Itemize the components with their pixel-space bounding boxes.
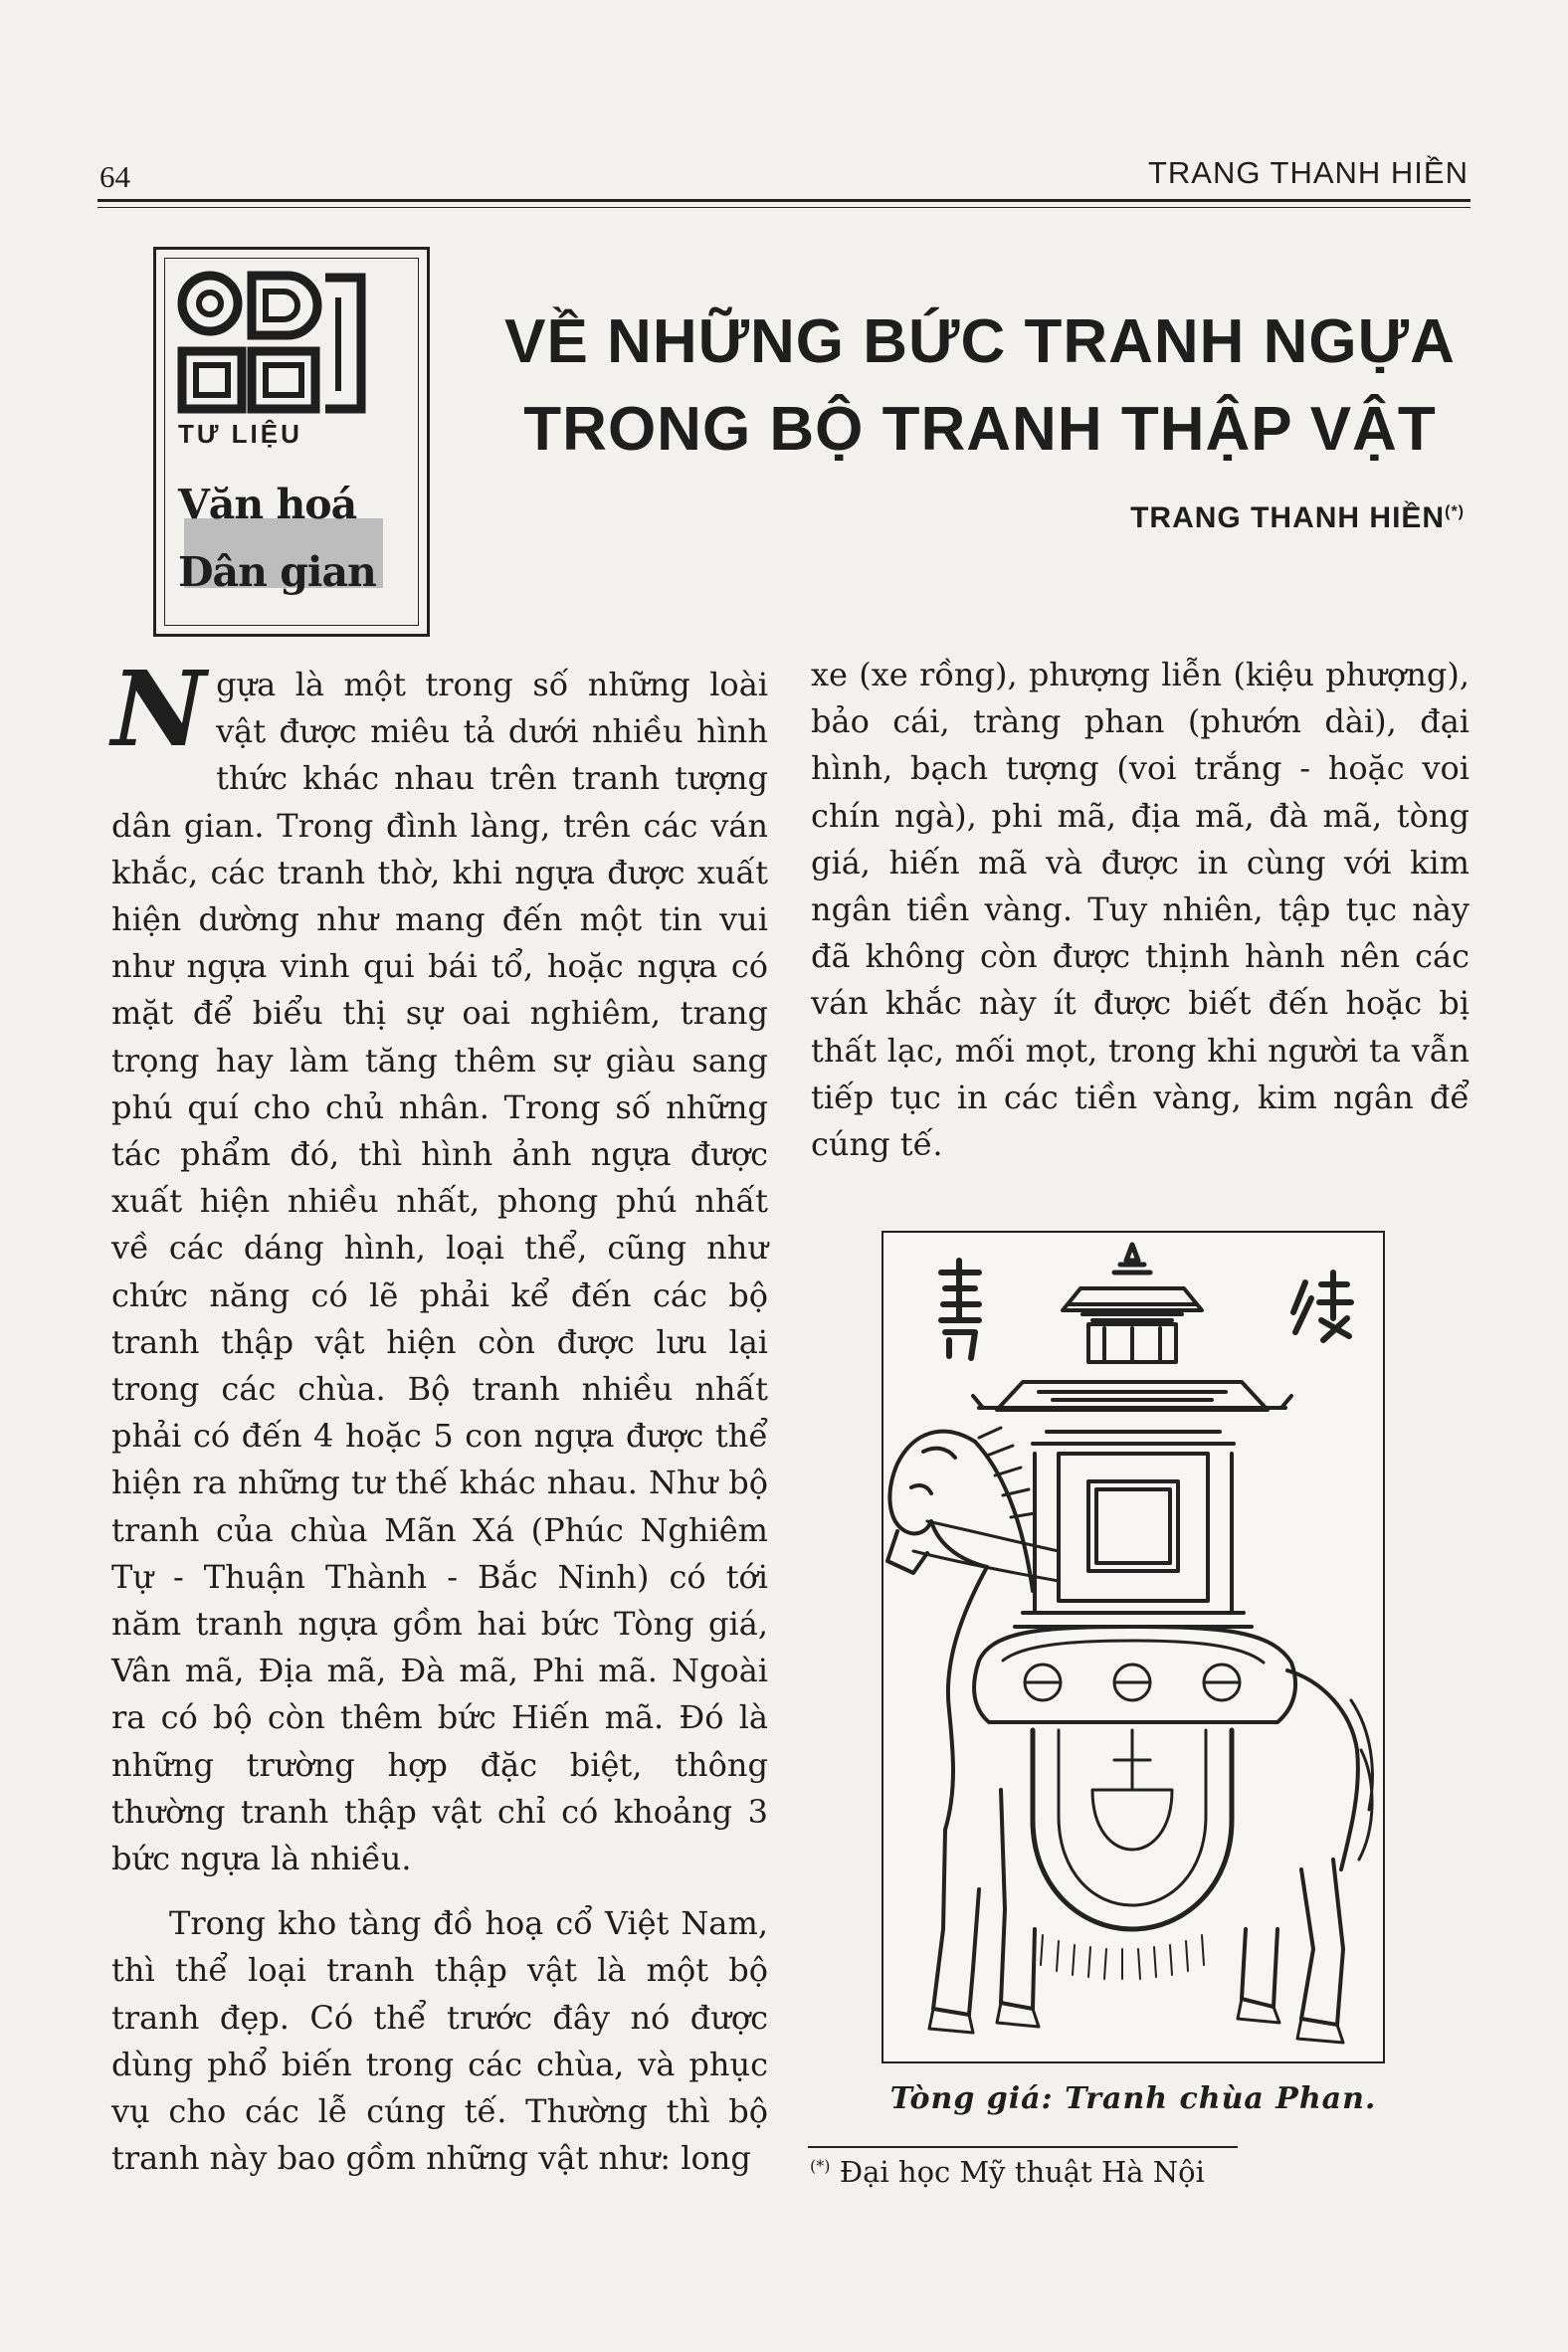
logo-label: TƯ LIỆU [178,419,302,449]
logo-emblem-icon [176,268,375,417]
author-name: TRANG THANH HIỀN [1130,501,1446,534]
right-column [811,652,1470,1168]
running-head: TRANG THANH HIỀN [1147,155,1469,190]
header-rule-thin [98,207,1470,208]
section-logo [153,247,430,637]
footnote [810,2155,1205,2189]
footnote-rule [808,2146,1238,2148]
figure-caption: Tòng giá: Tranh chùa Phan. [889,2081,1377,2116]
figure-frame [882,1231,1385,2063]
paragraph-right: xe (xe rồng), phượng liễn (kiệu phượng), bảo cái, tràng phan (phướn dài), đại hình, bạch tượng (voi trắng - hoặc voi chín ngà), phi mã, địa mã, đà mã, tòng giá, hiến mã và được in cùng với kim ngân tiền vàng. Tuy nhiên, tập tục này đã không còn được thịnh hành nên các ván khắc này ít được biết đến hoặc bị thất lạc, mối mọt, trong khi người ta vẫn tiếp tục in các tiền vàng, kim ngân để cúng tế. [811,656,1470,1164]
footnote-mark: (*) [810,2156,831,2176]
author-byline [1130,501,1465,535]
page-number: 64 [99,159,130,194]
article-title-line1: VỀ NHỮNG BỨC TRANH NGỰA [504,307,1456,376]
paragraph-1-text: gựa là một trong số những loài vật được miêu tả dưới nhiều hình thức khác nhau trên tranh tượng dân gian. Trong đình làng, trên các ván khắc, các tranh thờ, khi ngựa được xuất hiện dường như mang đến một tin vui như ngựa vinh qui bái tổ, hoặc ngựa có mặt để biểu thị sự oai nghiêm, trang trọng hay làm tăng thêm sự giàu sang phú quí cho chủ nhân. Trong số những tác phẩm đó, thì hình ảnh ngựa được xuất hiện nhiều nhất, phong phú nhất về các dáng hình, loại thể, cũng như chức năng có lẽ phải kể đến các bộ tranh thập vật hiện còn được lưu lại trong các chùa. Bộ tranh nhiều nhất phải có đến 4 hoặc 5 con ngựa được thể hiện ra những tư thế khác nhau. Như bộ tranh của chùa Mãn Xá (Phúc Nghiêm Tự - Thuận Thành - Bắc Ninh) có tới năm tranh ngựa gồm hai bức Tòng giá, Vân mã, Địa mã, Đà mã, Phi mã. Ngoài ra có bộ còn thêm bức Hiến mã. Đó là những trường hợp đặc biệt, thông thường tranh thập vật chỉ có khoảng 3 bức ngựa là nhiều. [111,666,768,1878]
left-column [111,648,768,2183]
paragraph-1 [111,648,768,1882]
logo-title-line1: Văn hoá [178,481,357,528]
header-rule [98,199,1470,202]
logo-title [178,471,376,606]
woodblock-horse-palanquin-illustration [883,1233,1383,2061]
footnote-text: Đại học Mỹ thuật Hà Nội [839,2155,1205,2189]
article-title-line2: TRONG BỘ TRANH THẬP VẬT [523,395,1437,464]
article-title [468,298,1492,474]
dropcap: N [111,648,207,770]
logo-title-line2: Dân gian [178,548,376,596]
paragraph-2: Trong kho tàng đồ hoạ cổ Việt Nam, thì thể loại tranh thập vật là một bộ tranh đẹp. Có thể trước đây nó được dùng phổ biến trong các chùa, và phục vụ cho các lễ cúng tế. Thường thì bộ tranh này bao gồm những vật như: long [111,1904,768,2178]
author-footnote-mark: (*) [1445,503,1465,520]
